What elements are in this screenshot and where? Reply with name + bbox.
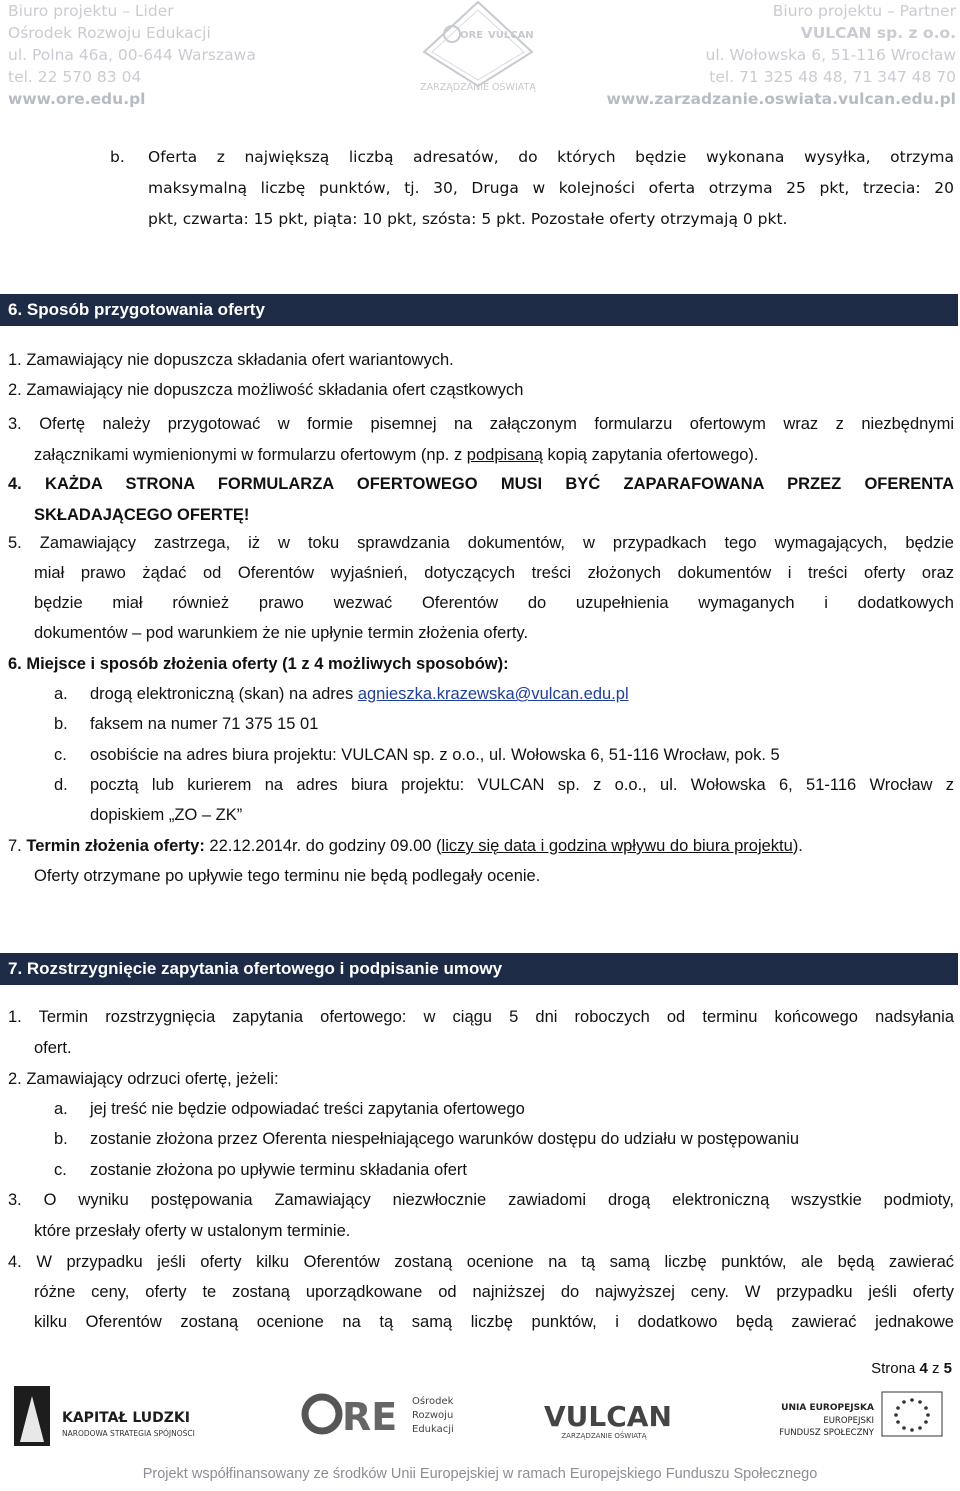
s7-item-2a: jej treść nie będzie odpowiadać treści zapytania ofertowego (90, 1100, 525, 1118)
intro-b-line-1: Oferta z największą liczbą adresatów, do których będzie wykonana wysyłka, otrzyma (148, 148, 954, 166)
header-partner-title: Biuro projektu – Partner (772, 2, 956, 20)
s6-item-4-line-2: SKŁADAJĄCEGO OFERTĘ! (34, 506, 250, 524)
s6-item-7-line-1 (8, 831, 803, 861)
s6-item-6a-text: drogą elektroniczną (skan) na adres (90, 685, 358, 703)
vulcan-title: VULCAN (544, 1400, 672, 1433)
header-lider-title: Biuro projektu – Lider (8, 2, 174, 20)
intro-b-line-2: maksymalną liczbę punktów, tj. 30, Druga w kolejności oferta otrzyma 25 pkt, trzecia: 20 (148, 179, 954, 197)
vulcan-subtitle: ZARZĄDZANIE OŚWIATĄ (561, 1432, 647, 1440)
ore-vulcan-logo (408, 0, 548, 92)
s7-item-4-line-2: różne ceny, oferty te zostaną uporządkowane od najniższej do najwyższej ceny. W przypadku jeśli oferty (34, 1283, 954, 1301)
s6-item-7-label: Termin złożenia oferty: (26, 837, 205, 855)
footer-logos (0, 1382, 960, 1452)
s6-item-4-line-1: 4. KAŻDA STRONA FORMULARZA OFERTOWEGO MUSI BYĆ ZAPARAFOWANA PRZEZ OFERENTA (8, 475, 954, 493)
eu-line-3: FUNDUSZ SPOŁECZNY (779, 1428, 874, 1438)
s6-item-6c-marker: c. (54, 746, 67, 764)
svg-text:RE: RE (342, 1395, 398, 1439)
s7-item-2b: zostanie złożona przez Oferenta niespełniającego warunków dostępu do udziału w postępowaniu (90, 1130, 800, 1148)
s6-item-7-underlined: liczy się data i godzina wpływu do biura projektu (441, 837, 793, 855)
s6-item-6c: osobiście na adres biura projektu: VULCAN sp. z o.o., ul. Wołowska 6, 51-116 Wrocław, pok. 5 (90, 746, 780, 764)
header-lider-phone: tel. 22 570 83 04 (8, 68, 142, 86)
page-current: 4 (919, 1360, 928, 1377)
header-lider-org: Ośrodek Rozwoju Edukacji (8, 24, 211, 42)
eu-line-2: EUROPEJSKI (823, 1416, 874, 1426)
s6-item-6: 6. Miejsce i sposób złożenia oferty (1 z 4 możliwych sposobów): (8, 655, 509, 673)
page-total: 5 (943, 1360, 952, 1377)
s6-item-1: 1. Zamawiający nie dopuszcza składania ofert wariantowych. (8, 351, 454, 369)
page-label: Strona (871, 1360, 916, 1377)
ore-line-3: Edukacji (412, 1424, 454, 1435)
s7-item-2b-marker: b. (54, 1130, 68, 1148)
s7-item-3-line-2: które przesłały oferty w ustalonym terminie. (34, 1222, 351, 1240)
s6-item-7-text: 22.12.2014r. do godziny 09.00 ( (204, 837, 442, 855)
s7-item-4-line-3: kilku Oferentów zostaną ocenione na tą samą liczbę punktów, i dodatkowo będą zawierać jednakowe (34, 1313, 954, 1331)
s7-item-2a-marker: a. (54, 1100, 68, 1118)
footer-cofinancing-note: Projekt współfinansowany ze środków Unii Europejskiej w ramach Europejskiego Funduszu Społecznego (142, 1466, 818, 1482)
kapital-ludzki-logo (14, 1386, 195, 1446)
logo-ore-text: ORE (460, 30, 484, 41)
header-partner-web: www.zarzadzanie.oswiata.vulcan.edu.pl (606, 90, 956, 108)
s6-item-3-text: załącznikami wymienionymi w formularzu ofertowym (np. z (34, 446, 467, 464)
header-partner-contact (607, 0, 956, 110)
s7-item-2c-marker: c. (54, 1161, 67, 1179)
section-7-heading-bar (0, 953, 958, 985)
s7-item-1-line-1: 1. Termin rozstrzygnięcia zapytania ofertowego: w ciągu 5 dni roboczych od terminu końcowego nadsyłania (8, 1008, 954, 1026)
s6-item-7-end: ). (792, 837, 803, 855)
s6-item-5-line-1: 5. Zamawiający zastrzega, iż w toku sprawdzania dokumentów, w przypadkach tego wymagających, będzie (8, 534, 954, 552)
email-link[interactable]: agnieszka.krazewska@vulcan.edu.pl (357, 685, 629, 703)
s6-item-3-tail: kopią zapytania ofertowego). (542, 446, 759, 464)
header-partner-address: ul. Wołowska 6, 51-116 Wrocław (705, 46, 956, 64)
intro-b-marker: b. (110, 148, 125, 166)
intro-b-line-3: pkt, czwarta: 15 pkt, piąta: 10 pkt, szósta: 5 pkt. Pozostałe oferty otrzymają 0 pkt. (148, 210, 788, 228)
s7-item-2c: zostanie złożona po upływie terminu składania ofert (90, 1161, 467, 1179)
s6-item-3-line-2 (34, 440, 759, 470)
vulcan-footer-logo (544, 1400, 672, 1440)
s6-item-7-line-2: Oferty otrzymane po upływie tego terminu nie będą podlegały ocenie. (34, 867, 541, 885)
header-partner-phone: tel. 71 325 48 48, 71 347 48 70 (709, 68, 956, 86)
header-lider-contact (8, 0, 256, 110)
eu-line-1: UNIA EUROPEJSKA (781, 1403, 874, 1413)
logo-tagline: ZARZĄDZANIE OŚWIATĄ (420, 82, 536, 92)
ore-footer-logo (305, 1395, 454, 1439)
s6-item-3-line-1: 3. Ofertę należy przygotować w formie pisemnej na załączonym formularzu ofertowym wraz z niezbędnymi (8, 415, 954, 433)
s6-item-5-line-4: dokumentów – pod warunkiem że nie upłynie termin złożenia oferty. (34, 624, 529, 642)
s6-item-6a (90, 679, 629, 709)
section-7-heading: 7. Rozstrzygnięcie zapytania ofertowego i podpisanie umowy (8, 959, 503, 978)
kapital-ludzki-subtitle: NARODOWA STRATEGIA SPÓJNOŚCI (62, 1429, 195, 1438)
header-partner-org: VULCAN sp. z o.o. (800, 24, 956, 42)
s6-item-6d-line-1: pocztą lub kurierem na adres biura projektu: VULCAN sp. z o.o., ul. Wołowska 6, 51-116 Wrocław z (90, 776, 954, 794)
s6-item-2: 2. Zamawiający nie dopuszcza możliwość składania ofert cząstkowych (8, 381, 524, 399)
s6-item-5-line-3: będzie miał również prawo wezwać Oferentów do uzupełnienia wymaganych i dodatkowych (34, 594, 954, 612)
page-of: z (931, 1360, 940, 1377)
header-lider-web: www.ore.edu.pl (8, 90, 146, 108)
s6-item-6b-marker: b. (54, 715, 68, 733)
s6-item-5-line-2: miał prawo żądać od Oferentów wyjaśnień, dotyczących treści złożonych dokumentów i treści oferty oraz (34, 564, 954, 582)
logo-vulcan-text: VULCAN (488, 30, 534, 41)
section-6-heading-bar (0, 294, 958, 326)
s6-item-7-number: 7. (8, 837, 27, 855)
ore-o-icon (305, 1397, 339, 1431)
ore-line-1: Ośrodek (412, 1396, 454, 1407)
eu-footer-logo (779, 1392, 942, 1438)
header-lider-address: ul. Polna 46a, 00-644 Warszawa (8, 46, 256, 64)
diamond-logo-icon (424, 2, 532, 86)
s7-item-2: 2. Zamawiający odrzuci ofertę, jeżeli: (8, 1070, 279, 1088)
page-number (871, 1360, 952, 1377)
s7-item-1-line-2: ofert. (34, 1039, 72, 1057)
s6-item-6a-marker: a. (54, 685, 68, 703)
ore-line-2: Rozwoju (412, 1410, 454, 1421)
s6-item-6d-marker: d. (54, 776, 68, 794)
section-6-heading: 6. Sposób przygotowania oferty (8, 300, 265, 319)
s6-item-6b: faksem na numer 71 375 15 01 (90, 715, 319, 733)
s7-item-3-line-1: 3. O wyniku postępowania Zamawiający niezwłocznie zawiadomi drogą elektroniczną wszystkie podmioty, (8, 1191, 954, 1209)
kapital-ludzki-title: KAPITAŁ LUDZKI (62, 1410, 190, 1426)
s6-item-3-underlined: podpisaną (466, 446, 543, 464)
s7-item-4-line-1: 4. W przypadku jeśli oferty kilku Oferentów zostaną ocenione na tą samą liczbę punktów, ale będą zawierać (8, 1253, 954, 1271)
s6-item-6d-line-2: dopiskiem „ZO – ZK” (90, 806, 243, 824)
